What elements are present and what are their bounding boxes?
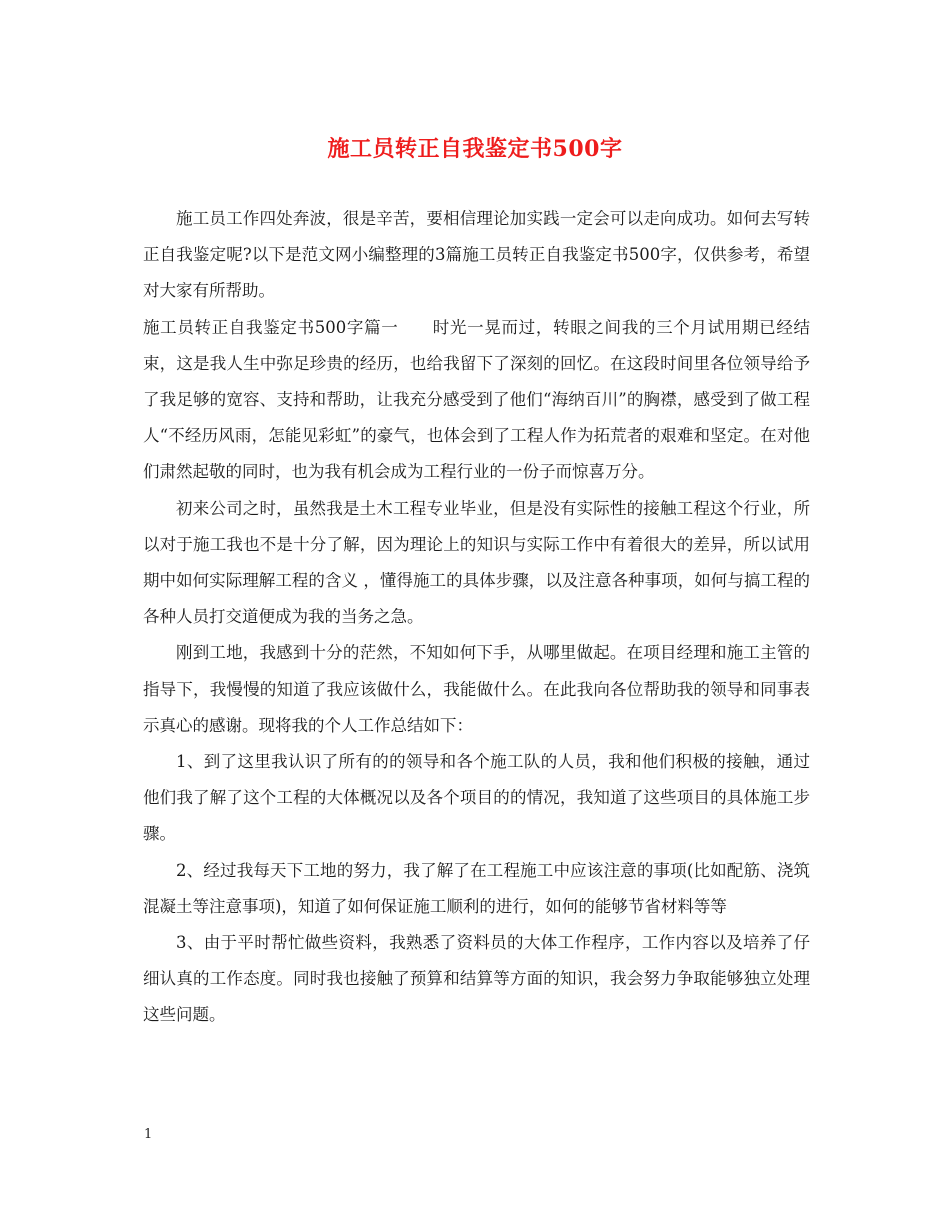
paragraph-point-2: 2、经过我每天下工地的努力，我了解了在工程施工中应该注意的事项(比如配筋、浇筑混凝土等注意事项)，知道了如何保证施工顺利的进行，如何的能够节省材料等等 — [143, 860, 810, 916]
paragraph-on-site: 刚到工地，我感到十分的茫然，不知如何下手，从哪里做起。在项目经理和施工主管的指导下，我慢慢的知道了我应该做什么，我能做什么。在此我向各位帮助我的领导和同事表示真心的感谢。现将我的个人工作总结如下： — [143, 643, 810, 735]
paragraph-first-days: 初来公司之时，虽然我是土木工程专业毕业，但是没有实际性的接触工程这个行业，所以对于施工我也不是十分了解，因为理论上的知识与实际工作中有着很大的差异，所以试用期中如何实际理解工程的含义 ，懂得施工的具体步骤，以及注意各种事项，如何与搞工程的各种人员打交道便成为我的当务之急。 — [143, 498, 810, 627]
paragraph-point-1: 1、到了这里我认识了所有的的领导和各个施工队的人员，我和他们积极的接触，通过他们我了解了这个工程的大体概况以及各个项目的的情况，我知道了这些项目的具体施工步骤。 — [143, 752, 810, 844]
paragraph-section-one: 施工员转正自我鉴定书500字篇一 时光一晃而过，转眼之间我的三个月试用期已经结束，这是我人生中弥足珍贵的经历，也给我留下了深刻的回忆。在这段时间里各位领导给予了我足够的宽容、支持和帮助，让我充分感受到了他们“海纳百川”的胸襟，感受到了做工程人“不经历风雨，怎能见彩虹”的豪气，也体会到了工程人作为拓荒者的艰难和坚定。在对他们肃然起敬的同时，也为我有机会成为工程行业的一份子而惊喜万分。 — [143, 317, 810, 482]
document-body — [143, 201, 810, 1034]
document-title: 施工员转正自我鉴定书500字 — [327, 136, 623, 162]
page-number: 1 — [144, 1127, 153, 1142]
paragraph-intro: 施工员工作四处奔波，很是辛苦，要相信理论加实践一定会可以走向成功。如何去写转正自我鉴定呢?以下是范文网小编整理的3篇施工员转正自我鉴定书500字，仅供参考，希望对大家有所帮助。 — [143, 209, 810, 301]
paragraph-point-3: 3、由于平时帮忙做些资料，我熟悉了资料员的大体工作程序，工作内容以及培养了仔细认真的工作态度。同时我也接触了预算和结算等方面的知识，我会努力争取能够独立处理这些问题。 — [143, 933, 810, 1025]
